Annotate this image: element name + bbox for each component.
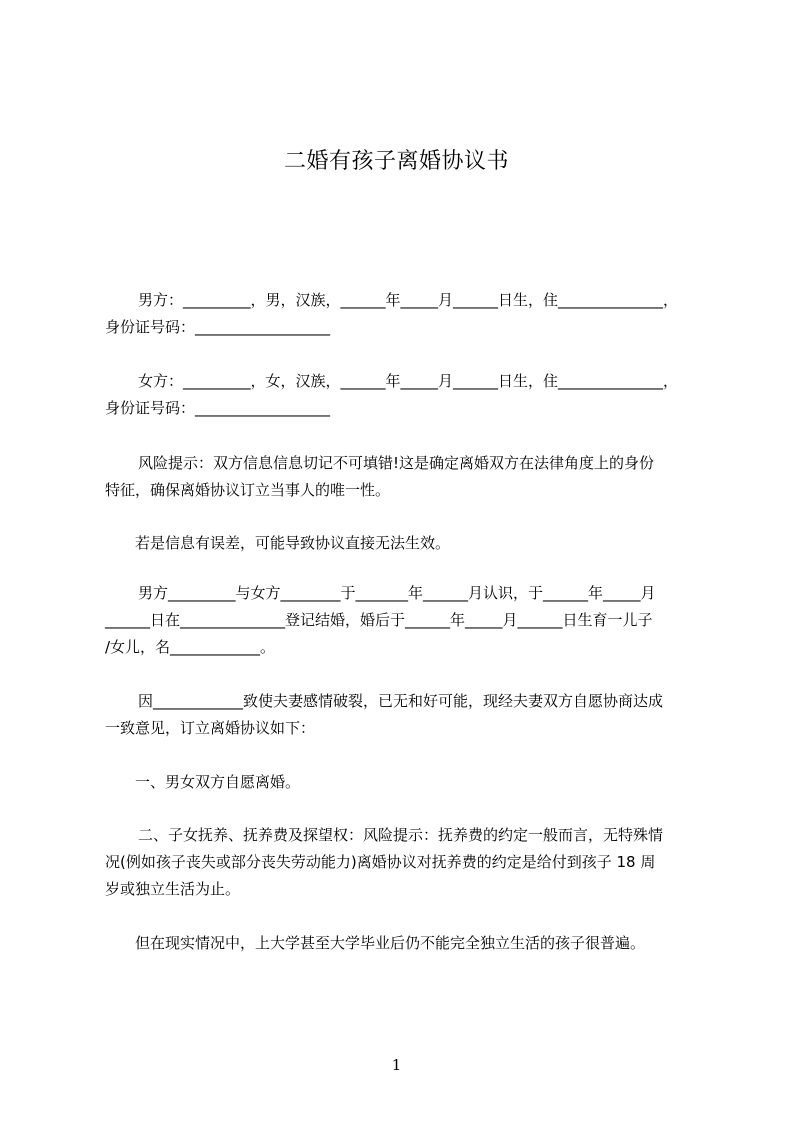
reason-line2: 一致意见，订立离婚协议如下： (105, 719, 316, 737)
risk-identity-line2: 特征，确保离婚协议订立当事人的唯一性。 (105, 481, 391, 499)
clause-2-line1: 二、子女抚养、抚养费及探望权：风险提示：抚养费的约定一般而言，无特殊情 (138, 826, 664, 844)
document-title: 二婚有孩子离婚协议书 (283, 149, 509, 174)
clause-1: 一、男女双方自愿离婚。 (135, 773, 301, 791)
marriage-line2: ______日在______________登记结婚，婚后于______年_____月______日生育一儿子 (105, 611, 653, 629)
male-id-line: 身份证号码：__________________ (105, 318, 331, 336)
marriage-line3: /女儿，名____________。 (105, 638, 276, 656)
male-info-line: 男方：_________，男，汉族，______年_____月______日生，住______________， (138, 291, 679, 309)
reality-note: 但在现实情况中，上大学甚至大学毕业后仍不能完全独立生活的孩子很普遍。 (135, 934, 646, 952)
page-number: 1 (391, 1056, 402, 1074)
clause-2-line2: 况(例如孩子丧失或部分丧失劳动能力)离婚协议对抚养费的约定是给付到孩子 18 周 (105, 853, 656, 871)
clause-2-line3: 岁或独立生活为止。 (105, 880, 241, 898)
reason-line1: 因____________致使夫妻感情破裂，已无和好可能，现经夫妻双方自愿协商达成 (138, 692, 664, 710)
risk-identity-line1: 风险提示：双方信息信息切记不可填错!这是确定离婚双方在法律角度上的身份 (138, 454, 655, 472)
female-info-line: 女方：_________，女，汉族，______年_____月______日生，住______________， (138, 372, 679, 390)
error-note: 若是信息有误差，可能导致协议直接无法生效。 (135, 534, 451, 552)
female-id-line: 身份证号码：__________________ (105, 399, 331, 417)
marriage-line1: 男方_________与女方________于_______年______月认识，于______年_____月 (138, 584, 656, 602)
